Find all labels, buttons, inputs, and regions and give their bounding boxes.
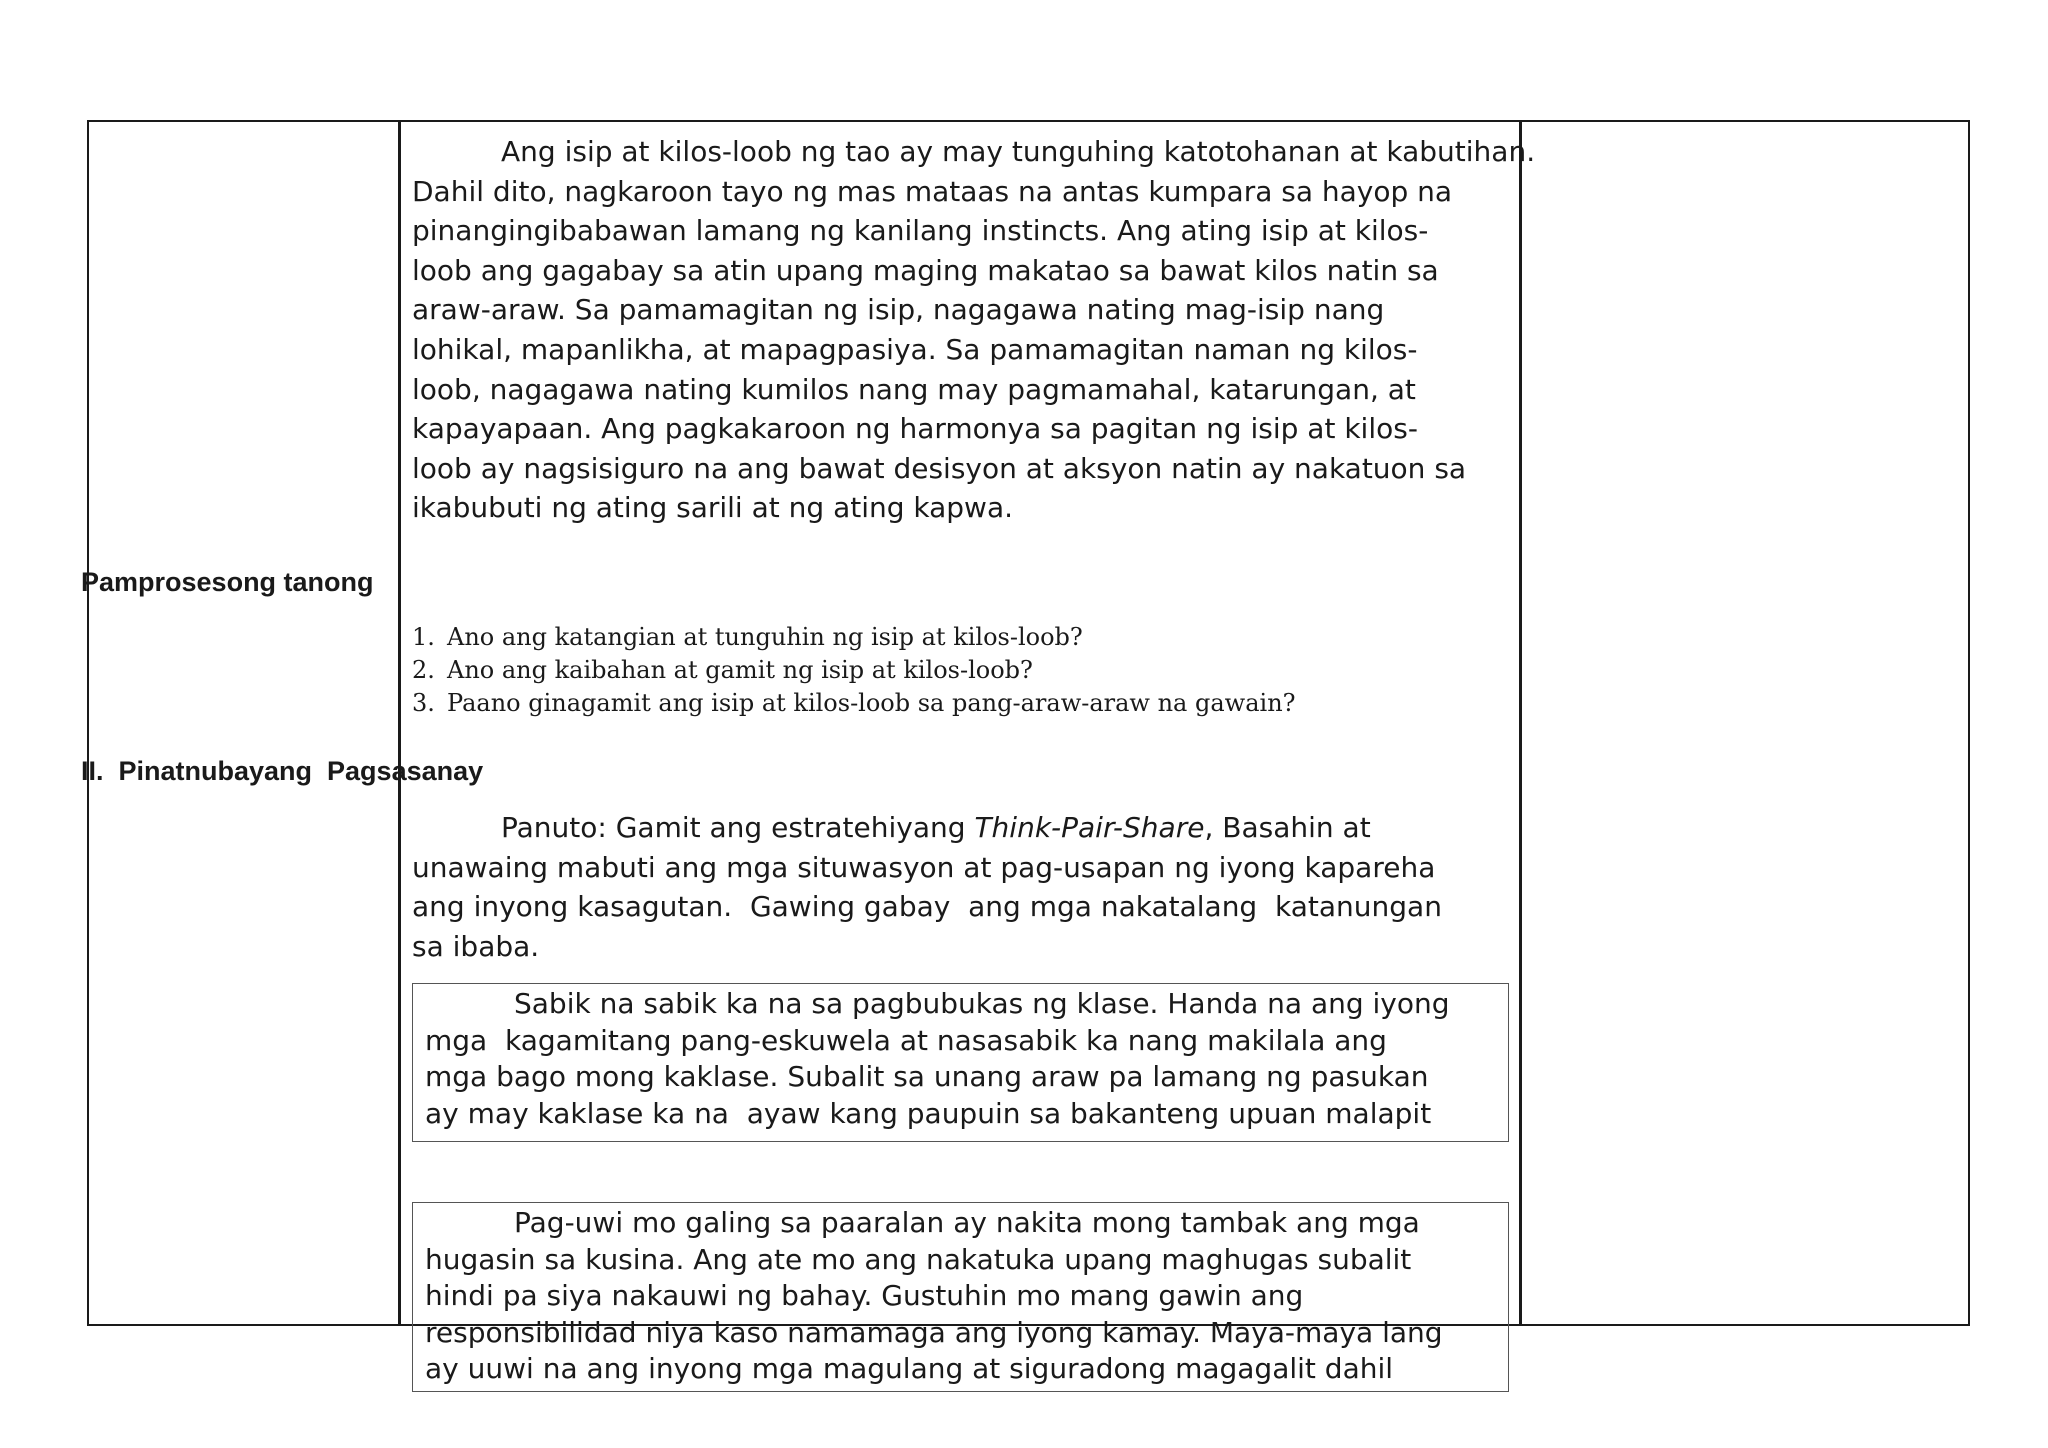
instruction-line bbox=[412, 808, 1371, 848]
situation-line: mga kagamitang pang-eskuwela at nasasabik ka nang makilala ang bbox=[425, 1023, 1387, 1057]
intro-line: Ang isip at kilos-loob ng tao ay may tunguhing katotohanan at kabutihan. bbox=[412, 135, 1536, 168]
intro-line: lohikal, mapanlikha, at mapagpasiya. Sa pamamagitan naman ng kilos- bbox=[412, 333, 1418, 366]
question-number: 3. bbox=[412, 689, 435, 717]
question-number: 1. bbox=[412, 623, 435, 651]
intro-line: Dahil dito, nagkaroon tayo ng mas mataas na antas kumpara sa hayop na bbox=[412, 174, 1453, 208]
situation-line: hindi pa siya nakauwi ng bahay. Gustuhin mo mang gawin ang bbox=[425, 1279, 1304, 1312]
instruction-text: Panuto: Gamit ang estratehiyang bbox=[412, 811, 975, 844]
situation-line: mga bago mong kaklase. Subalit sa unang araw pa lamang ng pasukan bbox=[425, 1060, 1429, 1093]
situation-line: Pag-uwi mo galing sa paaralan ay nakita mong tambak ang mga bbox=[425, 1206, 1420, 1239]
intro-line: araw-araw. Sa pamamagitan ng isip, nagagawa nating mag-isip nang bbox=[412, 293, 1385, 327]
guided-practice-label: II. Pinatnubayang Pagsasanay bbox=[81, 756, 484, 786]
processing-questions-list bbox=[412, 621, 1296, 720]
question-text: Paano ginagamit ang isip at kilos-loob sa pang-araw-araw na gawain? bbox=[447, 689, 1296, 717]
processing-questions-label: Pamprosesong tanong bbox=[81, 567, 374, 597]
column-divider-right bbox=[1519, 120, 1522, 1326]
instruction-line: unawaing mabuti ang mga situwasyon at pag-usapan ng iyong kapareha bbox=[412, 850, 1436, 884]
situation-line: ay uuwi na ang inyong mga magulang at siguradong magagalit dahil bbox=[425, 1352, 1394, 1385]
question-number: 2. bbox=[412, 656, 435, 684]
intro-line: loob, nagagawa nating kumilos nang may pagmamahal, katarungan, at bbox=[412, 372, 1416, 406]
list-item bbox=[412, 621, 1296, 654]
situation-box-2 bbox=[412, 1202, 1509, 1392]
intro-line: loob ang gagabay sa atin upang maging makatao sa bawat kilos natin sa bbox=[412, 253, 1439, 287]
intro-line: ikabubuti ng ating sarili at ng ating kapwa. bbox=[412, 491, 1014, 525]
question-text: Ano ang kaibahan at gamit ng isip at kilos-loob? bbox=[447, 656, 1033, 684]
list-item bbox=[412, 654, 1296, 687]
situation-line: hugasin sa kusina. Ang ate mo ang nakatuka upang maghugas subalit bbox=[425, 1242, 1412, 1276]
situation-box-1 bbox=[412, 983, 1509, 1142]
situation-line: responsibilidad niya kaso namamaga ang iyong kamay. Maya-maya lang bbox=[425, 1315, 1443, 1349]
strategy-name: Think-Pair-Share bbox=[974, 811, 1205, 844]
question-text: Ano ang katangian at tunguhin ng isip at kilos-loob? bbox=[447, 623, 1083, 651]
instruction-line: sa ibaba. bbox=[412, 929, 540, 963]
instruction-text: , Basahin at bbox=[1204, 811, 1371, 844]
list-item bbox=[412, 687, 1296, 720]
instruction-line: ang inyong kasagutan. Gawing gabay ang mga nakatalang katanungan bbox=[412, 890, 1442, 924]
intro-line: loob ay nagsisiguro na ang bawat desisyon at aksyon natin ay nakatuon sa bbox=[412, 451, 1467, 485]
intro-line: kapayapaan. Ang pagkakaroon ng harmonya sa pagitan ng isip at kilos- bbox=[412, 412, 1418, 446]
intro-line: pinangingibabawan lamang ng kanilang instincts. Ang ating isip at kilos- bbox=[412, 214, 1429, 248]
situation-line: Sabik na sabik ka na sa pagbubukas ng klase. Handa na ang iyong bbox=[425, 987, 1450, 1020]
situation-line: ay may kaklase ka na ayaw kang paupuin sa bakanteng upuan malapit bbox=[425, 1096, 1432, 1130]
column-divider-left bbox=[398, 120, 401, 1326]
